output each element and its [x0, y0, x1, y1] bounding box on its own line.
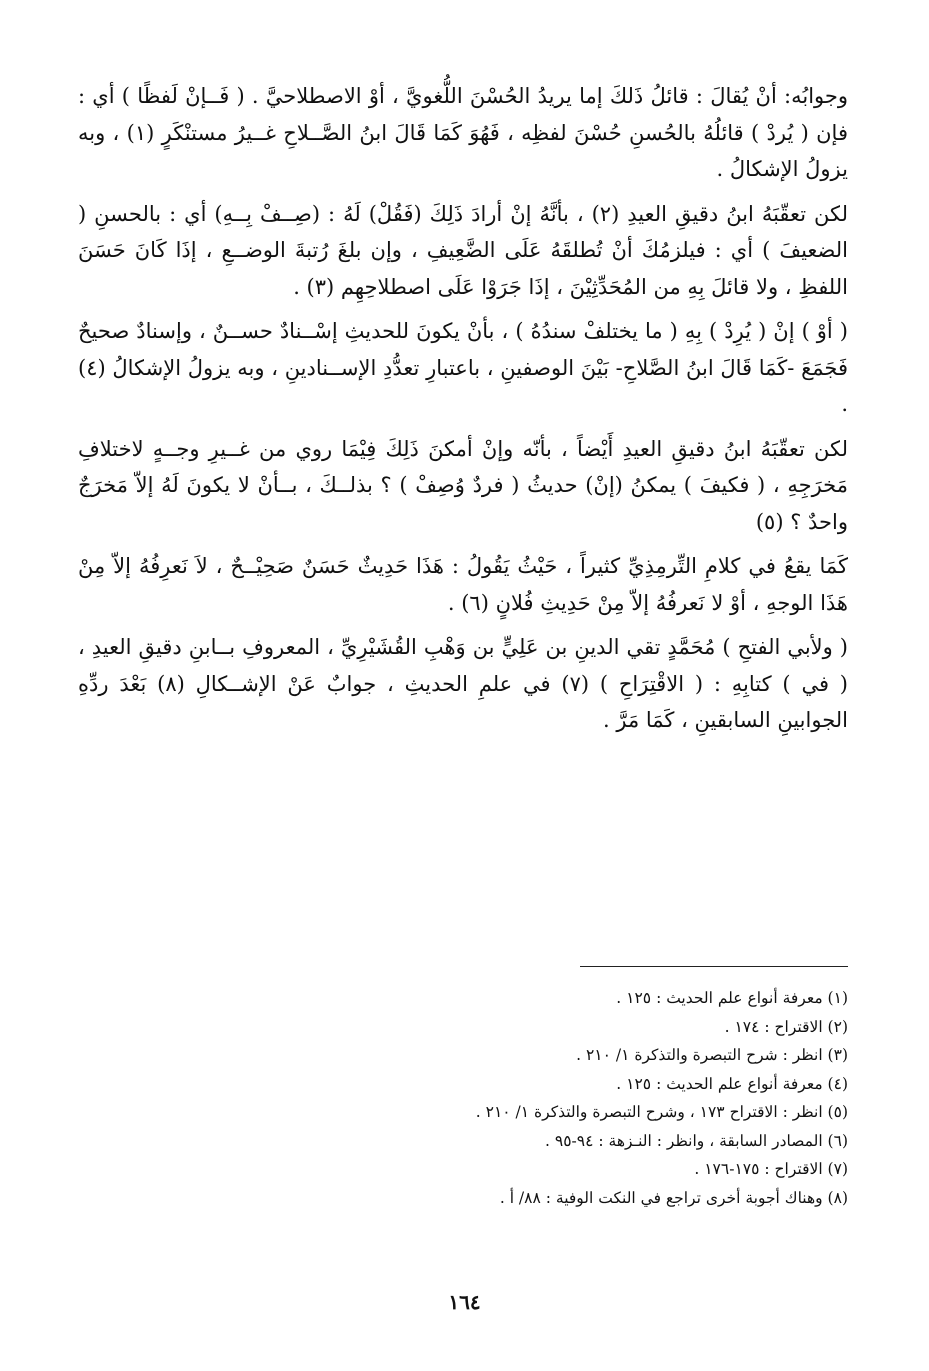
footnote-1: (١) معرفة أنواع علم الحديث : ١٢٥ .	[616, 989, 848, 1007]
paragraph-6: ( ولأبي الفتحِ ) مُحَمَّدٍ تقي الدينِ بن عَلِيٍّ بن وَهْبِ القُشَيْرِيِّ ، المعروفِ بــابنِ دقيقِ العيدِ ، ( في ) كتابِهِ : ( الاقْتِرَاحِ ) (٧) في علمِ الحديثِ ، جوابٌ عَنْ الإشــكالِ (٨) بَعْدَ ردِّهِ الجوابينِ السابقينِ ، كَمَا مَرَّ .	[78, 635, 849, 732]
footnotes	[148, 984, 848, 1212]
footnote-8: (٨) وهناك أجوبة أخرى تراجع في النكت الوفية : ٨٨/ أ .	[499, 1188, 848, 1207]
main-text	[78, 78, 848, 739]
paragraph-2: لكن تعقّبَهُ ابنُ دقيقِ العيدِ (٢) ، بأنَّهُ إنْ أرادَ ذَلِكَ (فَقُلْ) لَهُ : (صِــفْ بِــهِ) أي : بالحسنِ ( الضعيفَ ) أي : فيلزمُكَ أنْ تُطلقَهُ عَلَى الضَّعِيفِ ، وإن بلغَ رُتبةَ الوضــعِ ، إذَا كَانَ حَسَنَ اللفظِ ، ولا قائلَ بِهِ من المُحَدِّثِيْنَ ، إذَا جَرَوْا عَلَى اصطلاحِهِم (٣) .	[78, 201, 849, 299]
footnote-6: (٦) المصادر السابقة ، وانظر : النـزهة : ٩٤-٩٥ .	[545, 1131, 848, 1150]
paragraph-3: ( أوْ ) إنْ ( يُرِدْ ) بِهِ ( ما يختلفْ سندُهُ ) ، بأنْ يكونَ للحديثِ إسْــنادٌ حســنٌ ، وإسنادٌ صحيحٌ فَجَمَعَ -كَمَا قَالَ ابنُ الصَّلاحِ- بَيْنَ الوصفينِ ، باعتبارِ تعدُّدِ الإســنادينِ ، وبه يزولُ الإشكالُ (٤) .	[78, 319, 848, 416]
paragraph-5: كَمَا يقعُ في كلامِ التِّرمِذِيِّ كثيراً ، حَيْثُ يَقُولُ : هَذَا حَدِيثٌ حَسَنٌ صَحِيْــحٌ ، لاَ نَعرِفُهُ إلاّ مِنْ هَذَا الوجهِ ، أوْ لا نَعرفُهُ إلاّ مِنْ حَدِيثِ فُلانٍ (٦) .	[78, 554, 848, 615]
paragraph-4: لكن تعقّبَهُ ابنُ دقيقِ العيدِ أَيْضاً ، بأنّه وإنْ أمكنَ ذَلِكَ فِيْمَا روي من غــيرِ وجــهٍ لاختلافِ مَخرَجِهِ ، ( فكيفَ ) يمكنُ (إنْ) حديثُ ( فردٌ وُصِفْ ) ؟ بذلــكَ ، بــأنْ لا يكونَ لَهُ إلاّ مَخرَجٌ واحدٌ ؟ (٥)	[78, 436, 848, 534]
footnote-3: (٣) انظر : شرح التبصرة والتذكرة ١/ ٢١٠ .	[576, 1046, 848, 1064]
page-number: ١٦٤	[448, 1290, 481, 1314]
footnote-separator	[580, 966, 848, 967]
footnote-2: (٢) الاقتراح : ١٧٤ .	[724, 1017, 848, 1036]
footnote-7: (٧) الاقتراح : ١٧٥-١٧٦ .	[694, 1160, 848, 1178]
paragraph-1: وجوابُه: أنْ يُقالَ : قائلُ ذَلكَ إما يريدُ الحُسْنَ اللُّغويَّ ، أوْ الاصطلاحيَّ . ( فَــإنْ لَفظًا ) أي : فإن ( يُردْ ) قائلُهُ بالحُسنِ حُسْنَ لفظِه ، فَهُوَ كَمَا قَالَ ابنُ الصَّــلاحِ غــيرُ مستنْكَرٍ (١) ، وبه يزولُ الإشكالُ .	[78, 84, 848, 181]
footnote-4: (٤) معرفة أنواع علم الحديث : ١٢٥ .	[616, 1074, 848, 1093]
footnote-5: (٥) انظر : الاقتراح ١٧٣ ، وشرح التبصرة والتذكرة ١/ ٢١٠ .	[475, 1103, 848, 1121]
